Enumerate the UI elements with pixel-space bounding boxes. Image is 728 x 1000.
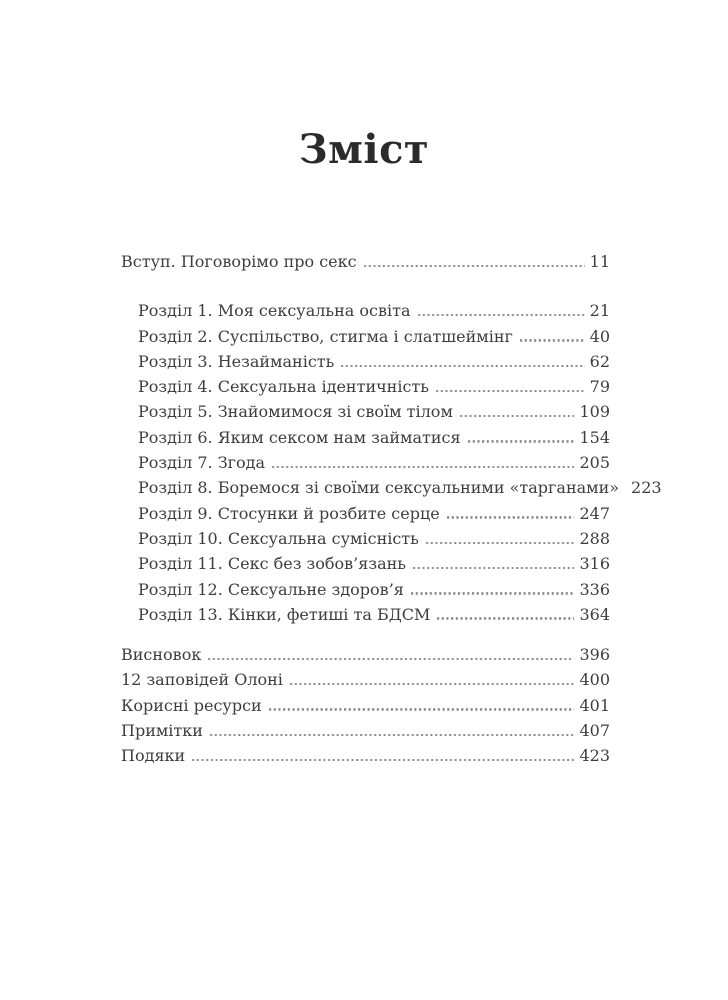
toc-entry — [121, 645, 610, 670]
dot-leader — [210, 734, 575, 736]
toc-entry-label: Корисні ресурси — [121, 695, 262, 715]
dot-leader — [290, 683, 575, 685]
toc-entry-label: Розділ 3. Незайманість — [138, 351, 335, 371]
page-title: Зміст — [298, 126, 430, 173]
toc-entry-label: Розділ 10. Сексуальна сумісність — [138, 528, 419, 548]
dot-leader — [437, 617, 574, 619]
toc-entry — [121, 402, 610, 427]
toc-entry — [121, 478, 662, 503]
toc-entry-label: Розділ 2. Суспільство, стигма і слатшеймінг — [138, 326, 513, 346]
back-matter-list — [121, 645, 610, 771]
dot-leader — [341, 365, 584, 367]
toc-entry-label: Подяки — [121, 746, 186, 766]
toc-entry — [121, 670, 610, 695]
toc-entry — [121, 428, 610, 453]
toc-entry — [121, 504, 610, 529]
toc-entry-label: Розділ 9. Стосунки й розбите серце — [138, 503, 440, 523]
toc-entry-page-number: 154 — [579, 427, 610, 447]
toc-entry-page-number: 40 — [589, 326, 610, 346]
toc-entry-label: Розділ 11. Секс без зобов’язань — [138, 554, 406, 574]
dot-leader — [192, 759, 574, 761]
toc-entry-label: Розділ 8. Боремося зі своїми сексуальними «тарганами» — [138, 478, 620, 498]
table-of-contents — [0, 172, 728, 772]
toc-entry-page-number: 401 — [579, 695, 610, 715]
toc-entry-page-number: 316 — [579, 554, 610, 574]
toc-entry-page-number: 109 — [579, 402, 610, 422]
dot-leader — [436, 390, 585, 392]
toc-entry — [121, 377, 610, 402]
dot-leader — [269, 708, 575, 710]
dot-leader — [426, 542, 575, 544]
toc-entry-label: Розділ 6. Яким сексом нам займатися — [138, 427, 461, 447]
toc-entry-page-number: 79 — [589, 377, 610, 397]
toc-entry-page-number: 21 — [589, 301, 610, 321]
toc-entry-label: Розділ 7. Згода — [138, 453, 266, 473]
toc-entry-page-number: 62 — [589, 351, 610, 371]
toc-entry-label: Розділ 5. Знайомимося зі своїм тілом — [138, 402, 453, 422]
dot-leader — [364, 265, 585, 267]
toc-entry-label: Розділ 1. Моя сексуальна освіта — [138, 301, 411, 321]
toc-entry-page-number: 400 — [579, 670, 610, 690]
toc-entry — [121, 696, 610, 721]
toc-entry-page-number: 407 — [579, 721, 610, 741]
dot-leader — [447, 516, 575, 518]
toc-entry-label: Розділ 12. Сексуальне здоров’я — [138, 579, 404, 599]
toc-entry-page-number: 223 — [631, 478, 662, 498]
dot-leader — [520, 339, 585, 341]
toc-entry — [121, 605, 610, 630]
toc-entry-page-number: 205 — [579, 453, 610, 473]
toc-entry-label: Примітки — [121, 721, 203, 741]
toc-entry — [121, 746, 610, 771]
toc-entry — [121, 529, 610, 554]
toc-entry-page-number: 336 — [579, 579, 610, 599]
dot-leader — [418, 314, 585, 316]
toc-entry-label: Розділ 4. Сексуальна ідентичність — [138, 377, 429, 397]
dot-leader — [208, 658, 574, 660]
dot-leader — [460, 415, 575, 417]
dot-leader — [411, 592, 575, 594]
toc-entry — [121, 554, 610, 579]
toc-entry-label: Висновок — [121, 645, 202, 665]
toc-entry-page-number: 423 — [579, 746, 610, 766]
toc-entry-label: Вступ. Поговорімо про секс — [121, 252, 357, 271]
toc-entry — [121, 453, 610, 478]
toc-entry — [121, 301, 610, 326]
toc-entry — [121, 721, 610, 746]
toc-entry-page-number: 11 — [589, 252, 610, 271]
dot-leader — [413, 567, 574, 569]
dot-leader — [272, 466, 574, 468]
toc-entry — [121, 327, 610, 352]
toc-entry-label: Розділ 13. Кінки, фетиші та БДСМ — [138, 604, 431, 624]
toc-entry — [121, 580, 610, 605]
toc-entry-page-number: 364 — [579, 604, 610, 624]
toc-entry — [121, 352, 610, 377]
toc-entry-page-number: 396 — [579, 645, 610, 665]
toc-entry-label: 12 заповідей Олоні — [121, 670, 283, 690]
toc-entry-page-number: 288 — [579, 528, 610, 548]
toc-entry-page-number: 247 — [579, 503, 610, 523]
chapter-list — [121, 301, 662, 630]
toc-entry-intro — [121, 252, 610, 277]
dot-leader — [468, 440, 575, 442]
